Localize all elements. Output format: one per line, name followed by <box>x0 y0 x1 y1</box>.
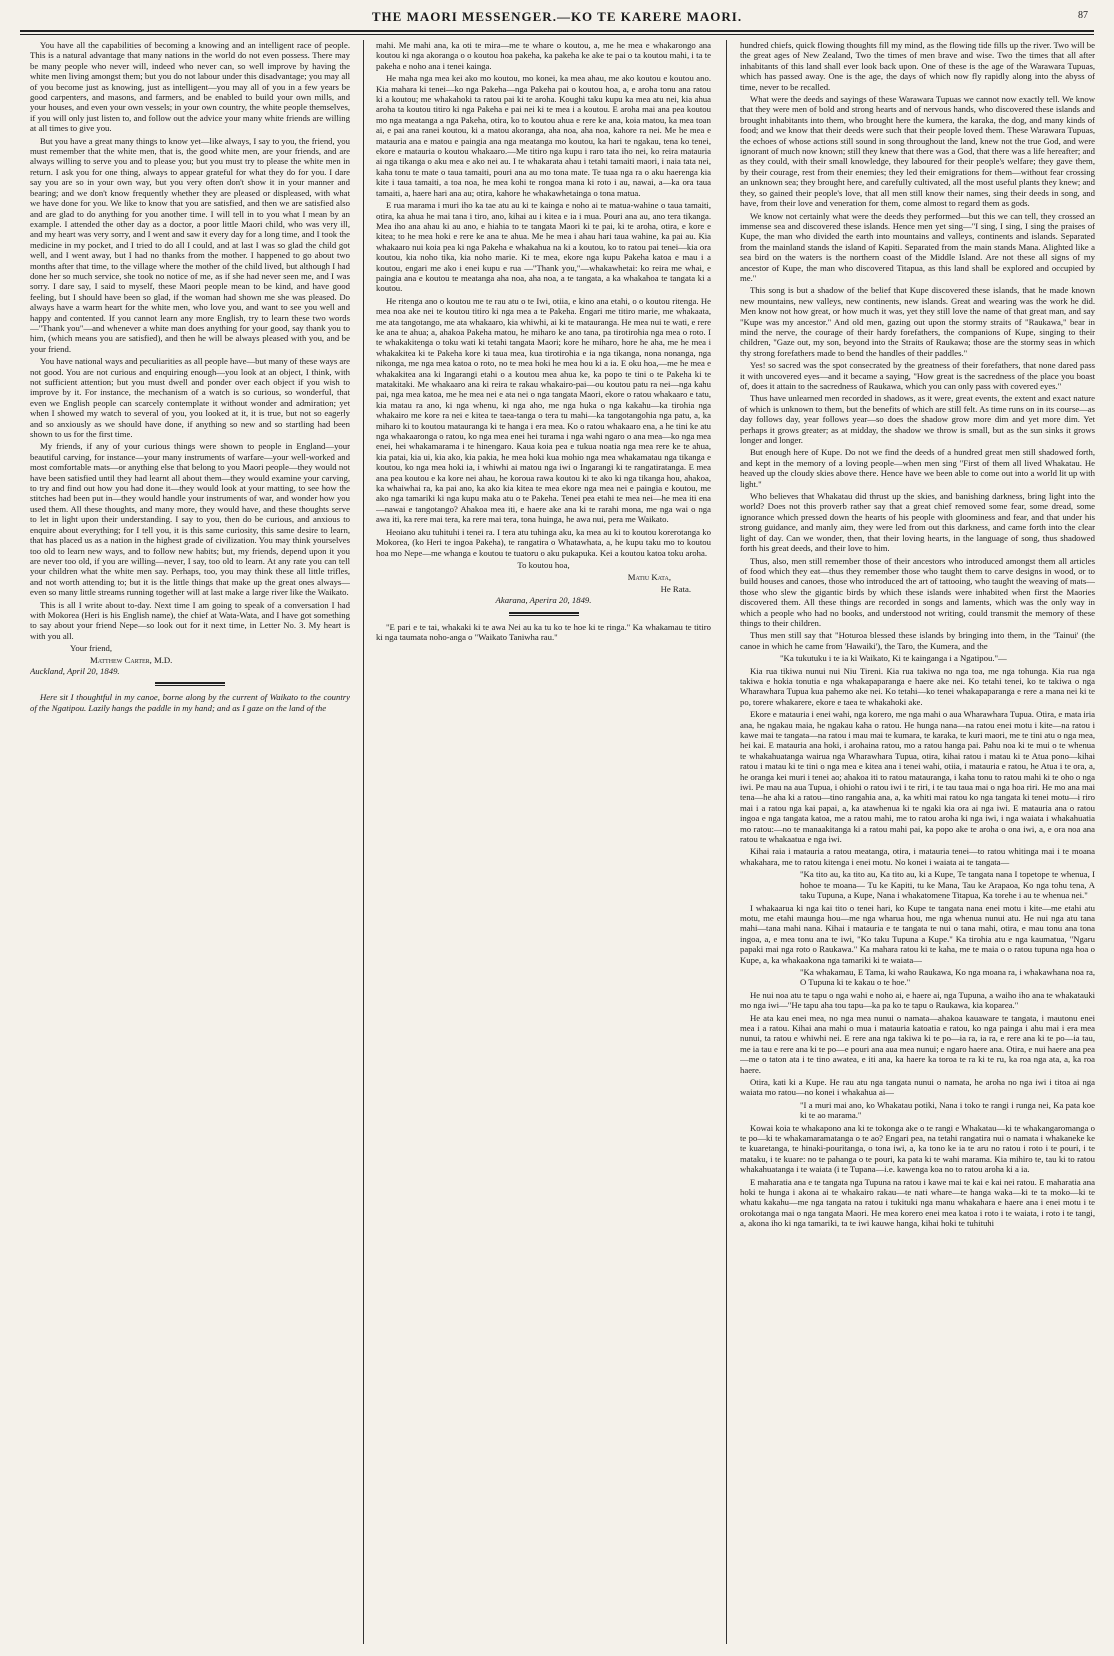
paragraph: Yes! so sacred was the spot consecrated by the greatness of their forefathers, that none dared pass it with uncovered eyes—and it became a saying, "How great is the sacredness of the place you boast of, does it attain to the sacredness of Raukawa, which you can only pass with covered eyes." <box>740 360 1095 391</box>
paragraph: E maharatia ana e te tangata nga Tupuna na ratou i kawe mai te kai e kai nei ratou. E maharatia ana hoki te hunga i akona ai te whakairo rakau—te nati whare—te hanga waka—ki te ta moko—ki te whatu kakahu—me nga tangata na ratou i tukituki nga manu whakahara e haere ana i enei motu i te orokotanga mai o nga tangata Maori. He mea korero enei mea katoa i roto i te waiata, i roto i te tangi, a, akona iho ki nga tamariki, ta te iwi kauwe hanga, kihai hoki te tuhituhi <box>740 1176 1095 1229</box>
dateline: Akarana, Aperira 20, 1849. <box>495 595 592 606</box>
paragraph: He maha nga mea kei ako mo koutou, mo konei, ka mea ahau, me ako koutou e koutou ano. Kia mahara ki tenei—ko nga Pakeha—nga Pakeha pai o koutou hoa, a, e aroha tonu ana ratou ki a koutou; me whakahoki ta ratou pai ki te aroha. Koughi taku kupu ka mea atu nei, kia ahua aroha ta koutou titiro ki nga Pakeha e pai nei ki te mea i a koutou. E aroha mai ana pea koutou mo nga meatanga a nga Pakeha, otira, ko to koutou ahua e rere ke ana, koia matou, ka mea toan ai, e pai ana ranei koutou, ki a matou akoranga, aha noa, aha noa, kahore ra nei. Me he mea e matauria ana e matou e paingia ana nga meatanga mo koutou, ka hari te ngakau, tena ko tenei, ekore e matauria o koutou whakaaro.—Me titiro nga kupu i raro tata iho nei, ko reira matauria ai nga tikanga o aku mea e ako nei au. I te whakarata ahau i tetahi tamaiti maori, i naia tata nei, kaha tonu te mate o taua tamaiti, pouri ana au mo tona mate. Te tuaa nga ra o aku haerenga kia kite i taua tamaiti, a toa noa, he mea kohi te rongoa mana ki roto i au, nawai, a—ka ora taua tamaiti, a, haere hari ana au; otira, kahore he whakawhetainga o tona matua. <box>376 73 711 198</box>
paragraph: Thus men still say that "Hoturoa blessed these islands by bringing into them, in the 'Tainui' (the canoe in which he came from 'Hawaiki'), the Taro, the Kumera, and the <box>740 630 1095 651</box>
paragraph: We know not certainly what were the deeds they performed—but this we can tell, they crossed an immense sea and discovered these islands. Hence men yet sing—"I sing, I sing, I sing the praises of Kupe, the man who divided the earth into mountains and valleys, continents and islands. Separated from the mainland stands the island of Kapiti. Separated from the main stands Mana. Alighted like a sea bird on the waters is the northern coast of the Middle Island. Are not these all signs of my ancestor of Kupe, the man who discovered Titapua, as this land shall be explored and occupied by me." <box>740 210 1095 283</box>
paragraph: He ritenga ano o koutou me te rau atu o te Iwi, otiia, e kino ana etahi, o o koutou ritenga. He mea noa ake nei te koutou titiro ki nga mea a te Pakeha. Engari me titiro marie, me whakaata, me ata tangotango, me ata whakaaro, kia whiwhi, ai ki te matauranga. He mea nui te wati, e rere ke ana te ahua; a, ahakoa Pakeha matou, he miharo ke ano tana, pa tirotirohia nga mea o roto. I te whakakitenga o toku wati ki tetahi tangata Maori; kore he miharo, hore he aha, me he mea i whakakitea ki te Pakeha kore ki taua mea, kua tirotirohia e ia nga tikanga, nona nonanga, nga nikonga, me nga mea katoa o roto, no te mea hoki he mea hou ki a ia. E oku hoa,—me he mea e whakakitea ana ki Ingarangi etahi o a koutou mea ahua ke, ka popo te tini o te Pakeha ki te matakitaki. Me whakaaro ana ki reira te rakau whakairo-pai—ou koutou patu ra nei—nga kahu pai, nga mea katoa, me he mea nei e ata nei o nga tangata Maori, ekore o ratou whakaaro e tatu, kia matau ra ano, ki nga whenu, ki nga aho, me nga huka o nga kakahu—ka tirohia nga whakairo me kore ra nei e kitea te taea-tanga o tera tu mahi—ka tangotangohia nga patu, a, ka miharo ki to koutou matauranga ki te hanga i era mea. Ko o ratou whakaaro ena, a he tini ke atu nga whakaaronga o ratou, ko nga mea enei hei turama i nga wahi ngaro o ana mea—ko nga mea enei, hei whakamarama i te hinengaro. Kaua koia pea e tukua noatia nga mea rere ke te ahua, kia patai, kia ui, kia ako, kia pakia, he mea hoki kua mohio nga mea whakamatau nga tikanga e koutou, ko nga mea hoki ia, i whiwhi ai matou nga iwi o Ingarangi ki te rangatiratanga. E mea ana pea koutou e ka kore nei ahau, he koroua rawa koutou ki te ako ki nga tikanga hou, ahakoa, ka whaiwhai ra, ka pai ano, ka ako kia kitea te mea ekore nga mea nei e paingia e koutou, me ako nga tamariki ki nga kupu maka atu o te Pakeha. Tenei pea etahi te mea nei—he mea iti ena—nawai e tangotango? Ahakoa mea iti, e haere ake ana ki te rarahi mona, me nga wai o nga awa iti, ka rere mai tera, ka rere mai tera, tona huinga, he awa nui, pera me Waikato. <box>376 295 711 525</box>
paragraph: You have all the capabilities of becoming a knowing and an intelligent race of people. This is a natural advantage that many nations in the world do not even possess. There may be many people who never will, indeed who never can, so well improve by having the white men living amongst them; but you do not labour under this disadvantage; you may all of you become just as knowing, just as intelligent—you may all of you in a few years be good carpenters, and masons, and farmers, and be enabled to build your own mills, and your houses, and even your own vessels; in your own country, the white people themselves, if you will only just listen to, and follow out the advice your many white friends are willing at all times to give you. <box>30 40 350 134</box>
paragraph: mahi. Me mahi ana, ka oti te mira—me te whare o koutou, a, me he mea e whakarongo ana koutou ki nga akoranga o o koutou hoa pakeha, ka pakeha ke ake te pai o ta koutou mahi, i ta te pakeha e noho ana i tenei kainga. <box>376 40 711 71</box>
signoff: To koutou hoa, <box>517 559 570 570</box>
signature: Matthew Carter, M.D. <box>90 654 173 665</box>
paragraph: hundred chiefs, quick flowing thoughts fill my mind, as the flowing tide fills up the river. Two will be the great ages of New Zealand, Two the times of men brave and wise. Two the times that all after inhabitants of this land shall ever look back upon. One of these is the age of the Warawara Tupuas, which has passed away. One is the age, the days of which now fly rapidly along into the abyss of time, never to be recalled. <box>740 40 1095 92</box>
paragraph: What were the deeds and sayings of these Warawara Tupuas we cannot now exactly tell. We know that they were men of bold and strong hearts and of nervous hands, who discovered these islands and brought inhabitants into them, who brought here the kumera, the karaka, the dog, and many kinds of food; and we know that their deeds were such that their people loved them. These Warawara Tupuas, the echoes of whose actions still sound in song throughout the land, knew not the true God, and were ignorant of much now known; still they knew that there was a God, that there was a life hereafter; and as they could, with their small knowledge, they laboured for their people's welfare; they gave them, by their courage, rest from their enemies; they led their emigrations for them—without fear crossing an unknown sea; they brought here, and carefully cultivated, all the most useful plants they knew; and they, so gained their people's love, that all men still know their names, sing their deeds in song, and have, from their love and veneration for them, come almost to regard them as gods. <box>740 94 1095 209</box>
verse: "Ka tukutuku i te ia ki Waikato, Ki te kainganga i a Ngatipou."— <box>780 653 1007 664</box>
paragraph: But enough here of Kupe. Do not we find the deeds of a hundred great men still shadowed forth, and kept in the memory of a loving people—when men sing "First of them all lived Whakatau. He heaved up the cloudy skies above there. Hence have we been able to come out into a world lit up with light." <box>740 447 1095 489</box>
paragraph: Thus, also, men still remember those of their ancestors who introduced amongst them all articles of food which they eat—thus they remember those who taught them to carve designs in wood, or to build houses and canoes, those who introduced the art of tattooing, who taught the weaving of mats—those who slew the gigantic birds by which these islands were inhabited when first the Maories discovered them. All these things are recorded in songs and laments, which was the only way in which a people who had no books, and understood not writing, could transmit the memory of these things to their children. <box>740 555 1095 628</box>
separator <box>509 612 579 616</box>
paragraph: But you have a great many things to know yet—like always, I say to you, the friend, you must remember that the white men, that is, the good white men, are your friends, and are always willing to serve you and to please you; but you must try to please the white men in return. I ask you for one thing, always to appear grateful for what they do for you. I dare say you are so in your own way, but you very often don't show it in your manner and bearing; and we don't know frequently whether they are pleased or displeased, with what we have done for you. We like to know that you are satisfied, and then we are satisfied also and are glad to do anything for you another time. I will tell in to you what I mean by an example. I attended the other day as a doctor, a poor little Maori child, who was very ill, and my heart was very sorry, and I went and saw it every day for a long time, and I took the medicine in my pocket, and I tried to do all I could, and at last I was so glad the child got well, and I went away, but I had no thanks from the mother. I happened to go about two months after that time, to the village where the mother of the child lived, but although I had done her so much service, she took no notice of me, as if she had never seen me, and I was sorry. I dare say, I said to myself, these Maori people mean to be kind, and have good feeling, but I should have been so glad, if the woman had shown me she was pleased. Do always have a warm heart for the white men, who love you, and want to see you well and happy and contented. If you cannot learn any more English, try to learn these two words—"Thank you"—and whenever a white man does anything for your good, say thank you to him, (which means you are satisfied), and then he will be always pleased with you, and be your friend. <box>30 135 350 354</box>
separator <box>155 682 225 686</box>
paragraph: E rua marama i muri iho ka tae atu au ki te kainga e noho ai te matua-wahine o taua tamaiti, otira, ka ahua he mai tana i tiro, ano, kihai au i kitea e ia i mua. Pouri ana au, ano tera tikanga. Mea iho ana ahau ki au ano, e hiahia to te tangata Maori ki te pai, ki te aroha, otira, e kore e kitea; to he mea hoki e rere ke ana te ahua. Me he mea i ahau hari taua wahine, ka pai au. Kia whakaaro nui koia pea ki nga Pakeha e whakahua na ki a koutou, ko to ratou pai tenei—kia ora koutou, kia noho tika, kia noho marie. Ki te mea, ekore nga kupu Pakeha katoa e mau i a koutou, engari me ako i enei kupu e rua —"Thank you,"—whakawhetai: ko reira me whai, e paingia ana e koutou te meatanga aha noa, aha noa, a te tangata, a ka whakahoa te tangata ki a koutou. <box>376 200 711 294</box>
paragraph: This is all I write about to-day. Next time I am going to speak of a conversation I had with Mokorea (Heri is his English name), the chief at Wata-Wata, and I have got something to say about your friend Nepe—so look out for it next time, in Letter No. 3. My heart is with you all. <box>30 599 350 641</box>
paragraph: Thus have unlearned men recorded in shadows, as it were, great events, the extent and exact nature of which is unknown to them, but the benefits of which are still felt. As time runs on in its course—as day follows day, year follows year—so does the shadow grow more dim and yet more dim. Yet perhaps it grows greater; as at midday, the shadow we throw is small, but as the sun sinks it grows longer and longer. <box>740 393 1095 446</box>
paragraph: You have national ways and peculiarities as all people have—but many of these ways are not good. You are not curious and enquiring enough—you look at an object, I think, with not sufficient attention; but you must dwell and ponder over each object if you wish to improve by it. For instance, the mechanism of a watch is so curious, so wonderful, that even we English people can scarcely contemplate it without wonder and admiration; yet when I showed my watch to several of you, you looked at it, it is true, but not so eagerly and so anxiously as we should have done, if anything so new and so startling had been shown to us for the first time. <box>30 356 350 440</box>
dateline: Auckland, April 20, 1849. <box>30 665 120 676</box>
column-english-letter <box>30 40 350 1644</box>
paragraph: Here sit I thoughtful in my canoe, borne along by the current of Waikato to the country of the Ngatipou. Lazily hangs the paddle in my hand; and as I gaze on the land of the <box>30 692 350 713</box>
paragraph: Kia rua tikiwa nunui nui Niu Tireni. Kia rua takiwa no nga toa, me nga tohunga. Kia rua nga takiwa e hokia tonutia e nga whakapaparanga e haere ake nei. Ko tetahi tenei, ko te takiwa o nga Wharawhara Tupua kua pahemo ake nei. Ko tetahi—ko tenei whakapaparanga e rere a mana nei ki te po, torere whakarere, ekore e taea te whakahoki ake. <box>740 665 1095 707</box>
paragraph: He nui noa atu te tapu o nga wahi e noho ai, e haere ai, nga Tupuna, a waiho iho ana te whakatauki mo nga iwi—"He tapu aha tou tapu—ka pa ko te tapu o Raukawa, kia koparea." <box>740 989 1095 1011</box>
column-divider <box>363 40 364 1644</box>
paragraph: Otira, kati ki a Kupe. He rau atu nga tangata nunui o namata, he aroha no nga iwi i titoa ai nga waiata mo ratou—no konei i whakahua ai— <box>740 1077 1095 1098</box>
column-divider <box>726 40 727 1644</box>
page-number: 87 <box>1078 10 1088 21</box>
signoff: Your friend, <box>70 643 113 654</box>
verse: "Ka whakamau, E Tama, ki waho Raukawa, Ko nga moana ra, i whakawhana noa ra, O Tupuna ki te kakau o te hoe." <box>800 966 1095 988</box>
signature-title: He Rata. <box>660 583 691 594</box>
masthead <box>20 8 1094 30</box>
paragraph: He ata kau enei mea, no nga mea nunui o namata—ahakoa kauaware te tangata, i mautonu enei mea i a ratou. Kihai ana mahi o mua i matauria katoatia e ratou, ko nga painga i ahu mai i era mea nunui, ta ratou e whiwhi nei. E rere ana nga takiwa ki te po—ia ra, ia ra, e rere ana ki te po—ia tau, me ia tau e rere ana ki te po—e pouri ana aua mea nunui; e ngaro haere ana. Otira, e nui haere ana pea—me o taton ata i te tino awatea, e iti ana, ka haere ka toroa te ra ki te ru, ka roa nga ata, a, ka roa haere. <box>740 1012 1095 1075</box>
header-rule <box>20 30 1094 32</box>
paragraph: Heoiano aku tuhituhi i tenei ra. I tera atu tuhinga aku, ka mea au ki to koutou korerotanga ko Mokorea, (ko Heri te ingoa Pakeha), te rangatira o Whatawhata, a, he kupu taku mo to koutou hoa mo Nepe—me whanga e koutou te tuatoru o aku pukapuka. Kei a koutou katoa toku aroha. <box>376 526 711 558</box>
paragraph: Kihai raia i matauria a ratou meatanga, otira, i matauria tenei—to ratou whitinga mai i te moana whakahara, me to ratou kitenga i enei motu. No konei i waiata ai te tangata— <box>740 846 1095 867</box>
header-rule-thin <box>20 34 1094 35</box>
paragraph: Ekore e matauria i enei wahi, nga korero, me nga mahi o aua Wharawhara Tupua. Otira, e mata iria ana, he ngakau maia, he ngakau kaha o ratou. He hunga nana—na ratou enei motu i kite—na ratou i kawe mai te tangata—na ratou i mau mai te kumara, te karaka, te kuri maori, me te tini atu o nga mea, hei kai. E matauria ana hoki, i arohaina ratou, mo a ratou hanga pai. Pahu noa ki te mui o te whenua te whakahuatanga wairua nga Wharawhara Tupua, otira, kihai ratou i matau ki te Atua pono—kihai ratou i matau ki te tini o nga mea e kitea ana i tenei wahi, otiia, i matauria e ratou, he Atua i te ora, a, he oranga kei muri i tenei ao; ahakoa iti to ratou matauranga, i kaha tonu to ratou mahi ki te oho o nga iwi. Pe mau na aua Tupua, i ohiohi o ratou iwi i te riri, i te tau taua mai o nga hoa riri. He mo ana mai tena—he aha ki a ratou—tino rangahia ana, a, ka whiti mai ratou ko nga tangata ki tenei motu—i riro mai i a ratou nga kai papai, a, ka atawhenua ki te ngaki kia ora ai nga iwi. E matauria ana o ratou ingoa e nga tangata katoa, me a ratou mahi, me to ratou aroha ki nga iwi, i nga waiata i whakahuatia mo ratou:—no te manaakitanga ki a ratou mahi pai, ka popo ake te aroha o ona iwi, a, e ora noa ana ratou te whakaatua e nga iwi. <box>740 709 1095 845</box>
paragraph: Who believes that Whakatau did thrust up the skies, and banishing darkness, bring light into the world? Does not this proverb rather say that a great chief removed some fear, some dread, some ignorance which pressed down the hearts of his people with gloominess and fear, and that under his strong guidance, and manly aim, they were led from out this darkness, and came forth into the clear light of day. Can we wonder, then, that their loving hearts, in the language of song, thus shadowed forth his great deeds, and their love to him. <box>740 491 1095 554</box>
masthead-title: THE MAORI MESSENGER.—KO TE KARERE MAORI. <box>371 9 743 24</box>
signature: Matiu Kata, <box>627 572 671 583</box>
paragraph: My friends, if any of your curious things were shown to people in England—your beautiful carving, for instance—your many instruments of warfare—your well-worked and most comfortable mats—or anything else that belong to you Maori people—they would not have been satisfied until they had learnt all about them—they would examine your carving, to try and find out how you had done it—they would look at your matting, to see how the stitches had been put in—they would handle your instruments of war, and wonder how you used them. All these thoughts, and many more, they would have, and these thoughts serve to let in light upon their understanding. I say to you, then do be curious, and anxious to enquire about everything; for I tell you, it is this same curiosity, this same desire to learn, that has placed us as a nation in the highest grade of civilization. You may think yourselves too old to learn new ways, and to follow new habits; but, my friends, depend upon it you are never too old, if you are willing—never, I say, too old to learn. At any rate you can tell your children what the white men say. Perhaps, too, you may think these all little trifles, and not worth attending to; but it is the little things that make up the great ones always—even so many little streams running together will at last make a large river like the Waikato. <box>30 441 350 598</box>
paragraph: This song is but a shadow of the belief that Kupe discovered these islands, that he made known new mountains, new valleys, new continents, new islands. Great and wearing was the work he did. Men know not how great, or how much it was, yet they still love the name of that great man, and say "Kupe was my ancestor." And old men, gazing out upon the stormy straits of "Raukawa," bear in mind the nerve, the courage of their hardy forefathers, the companions of Kupe, singing to their children, "Gaze out, my son, beyond into the Straits of Raukawa; those are the stormy seas in which thy strong forefathers made to bend the handles of their paddles." <box>740 285 1095 358</box>
paragraph: Kowai koia te whakapono ana ki te tokonga ake o te rangi e Whakatau—ki te whakangaromanga o te po—ki te whakamaramatanga o te ao? Engari pea, na tetahi rangatira nui o namata i whakaneke ke te kuaretanga, te hinaki-pouritanga, o tona iwi, a, ka tono ke ia te aru no ratou i roto i te pouri, i te mataku, i te kuare: no te pahanga o te pouri, ka pata ki te wahi marama. Kia mihiro te, tau ki to ratou whakahuatanga i te waiata (i te Tupana—i.e. kawenga koa no to ratou aroha ki a ia. <box>740 1122 1095 1175</box>
column-maori-letter <box>376 40 711 1644</box>
paragraph: "E pari e te tai, whakaki ki te awa Nei au ka tu ko te hoe ki te ringa." Ka whakamau te titiro ki nga taumata noho-anga o "Waikato Taniwha rau." <box>376 621 711 642</box>
verse: "Ka tito au, ka tito au, Ka tito au, ki a Kupe, Te tangata nana I topetope te whenua, I hohoe te moana— Tu ke Kapiti, tu ke Mana, Tau ke Arapaoa, Ko nga tohu tena, A taku Tupuna, a Kupe, Nana i whakatomene Titapua, Ka torehe i au te whenua nei." <box>800 869 1095 901</box>
column-article <box>740 40 1095 1644</box>
verse: "I a muri mai ano, ko Whakatau potiki, Nana i toko te rangi i runga nei, Ka pata koe ki te ao marama." <box>800 1099 1095 1121</box>
paragraph: I whakaarua ki nga kai tito o tenei hari, ko Kupe te tangata nana enei motu i kite—me etahi atu motu, me etahi maunga hou—me nga wharua hou, me nga whenua nunui atu. He nui nga atu tana mahi—tana mahi nana. Kihai i matauria e te tangata te nui o tana mahi, otira, e mau tonu ana tona ingoa, a, e mea tonu ana te iwi, "Ko taku Tupuna a Kupe." Ka tirohia atu e nga kaumatua, "Ngaru papaki mai nga roto o Raukawa." Ka mahara ratou ki te kaha, me te maia o o ratou tupuna nga hoa o Kupe, a, ka whakaakona nga tamariki ki te waiata— <box>740 902 1095 965</box>
